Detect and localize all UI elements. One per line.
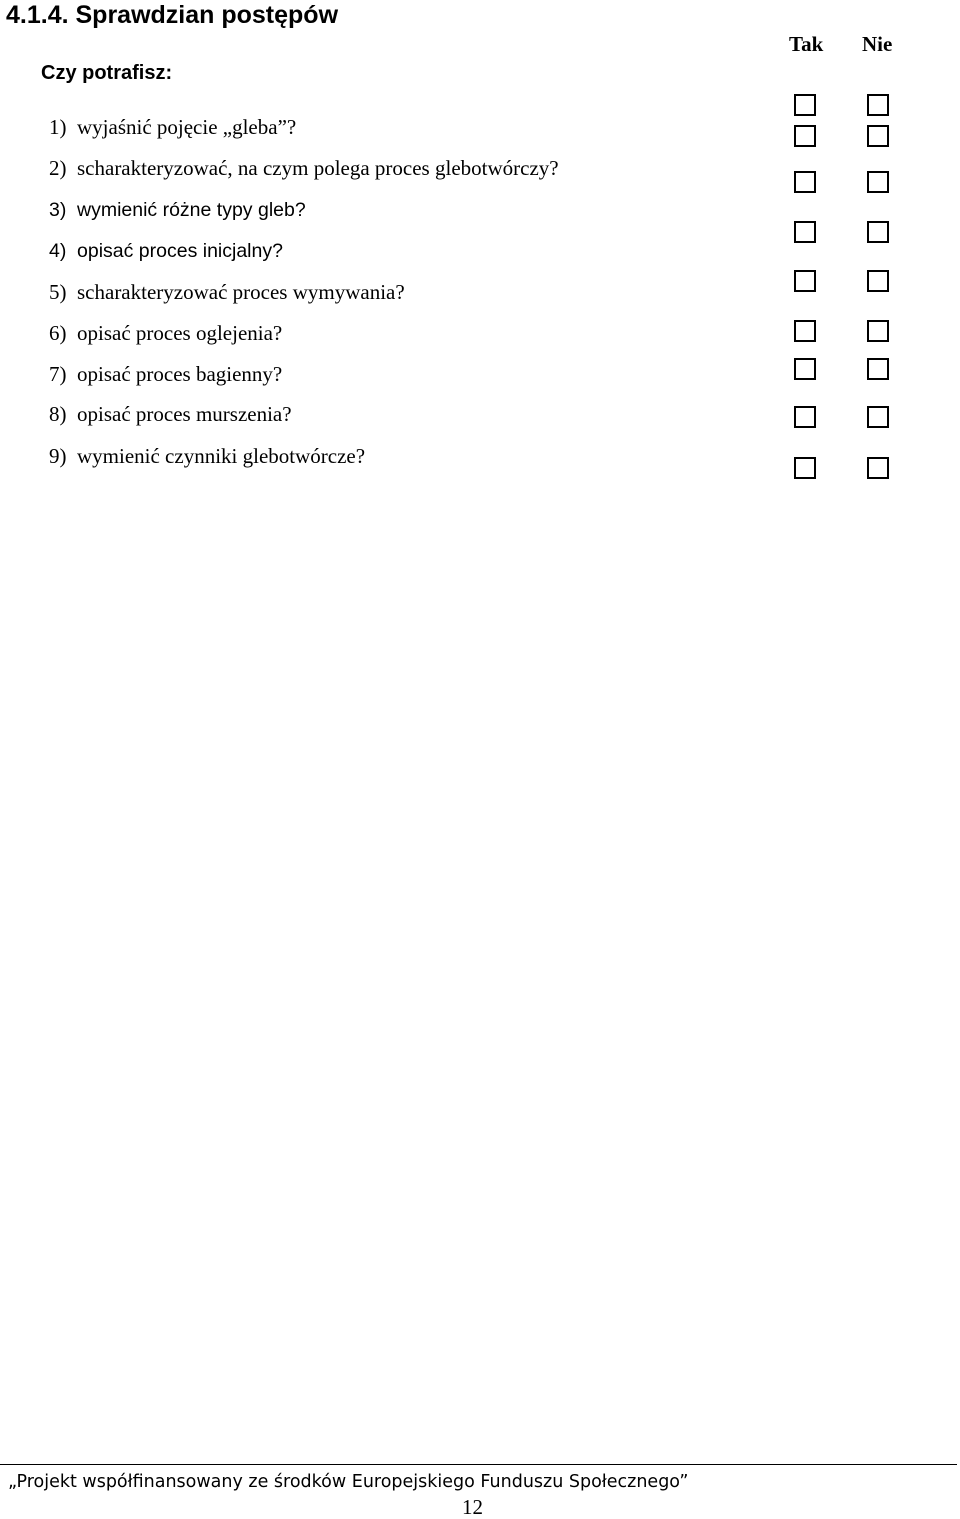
checkbox-no-5[interactable] (867, 270, 889, 292)
question-text: scharakteryzować proces wymywania? (77, 280, 405, 304)
checkbox-no-9[interactable] (867, 457, 889, 479)
question-text: wymienić czynniki glebotwórcze? (77, 444, 366, 468)
question-text: opisać proces murszenia? (77, 402, 292, 426)
question-number: 5) (49, 280, 67, 304)
question-text: opisać proces bagienny? (77, 362, 283, 386)
question-item-7 (49, 361, 282, 387)
section-subtitle: Czy potrafisz: (41, 62, 173, 84)
page-number: 12 (462, 1495, 483, 1519)
question-number: 3) (49, 199, 67, 221)
checkbox-no-3[interactable] (867, 171, 889, 193)
checkbox-no-2[interactable] (867, 125, 889, 147)
checkbox-no-6[interactable] (867, 320, 889, 342)
question-text: opisać proces oglejenia? (77, 321, 283, 345)
checkbox-yes-7[interactable] (794, 358, 816, 380)
question-text: scharakteryzować, na czym polega proces glebotwórczy? (77, 156, 559, 180)
section-title: 4.1.4. Sprawdzian postępów (6, 1, 339, 29)
footer-funding-note: „Projekt współfinansowany ze środków Europejskiego Funduszu Społecznego” (8, 1472, 689, 1492)
question-item-2 (49, 155, 559, 181)
checkbox-yes-1[interactable] (794, 94, 816, 116)
question-item-9 (49, 443, 365, 469)
checkbox-no-1[interactable] (867, 94, 889, 116)
question-item-3 (49, 197, 306, 223)
column-header-yes: Tak (789, 32, 824, 56)
checkbox-yes-3[interactable] (794, 171, 816, 193)
question-text: wyjaśnić pojęcie „gleba”? (77, 115, 297, 139)
question-text: opisać proces inicjalny? (77, 240, 283, 262)
question-item-5 (49, 279, 405, 305)
question-item-8 (49, 401, 292, 427)
checkbox-yes-2[interactable] (794, 125, 816, 147)
question-number: 9) (49, 444, 67, 468)
question-number: 4) (49, 240, 67, 262)
question-number: 7) (49, 362, 67, 386)
question-number: 1) (49, 115, 67, 139)
checkbox-yes-6[interactable] (794, 320, 816, 342)
footer-divider (0, 1464, 957, 1465)
checkbox-yes-4[interactable] (794, 221, 816, 243)
question-text: wymienić różne typy gleb? (77, 199, 306, 221)
checkbox-yes-5[interactable] (794, 270, 816, 292)
checkbox-no-7[interactable] (867, 358, 889, 380)
question-item-1 (49, 114, 296, 140)
checkbox-no-8[interactable] (867, 406, 889, 428)
question-item-4 (49, 238, 283, 264)
checkbox-no-4[interactable] (867, 221, 889, 243)
question-number: 6) (49, 321, 67, 345)
column-header-no: Nie (862, 32, 893, 56)
checkbox-yes-9[interactable] (794, 457, 816, 479)
question-item-6 (49, 320, 282, 346)
question-number: 8) (49, 402, 67, 426)
question-number: 2) (49, 156, 67, 180)
checkbox-yes-8[interactable] (794, 406, 816, 428)
